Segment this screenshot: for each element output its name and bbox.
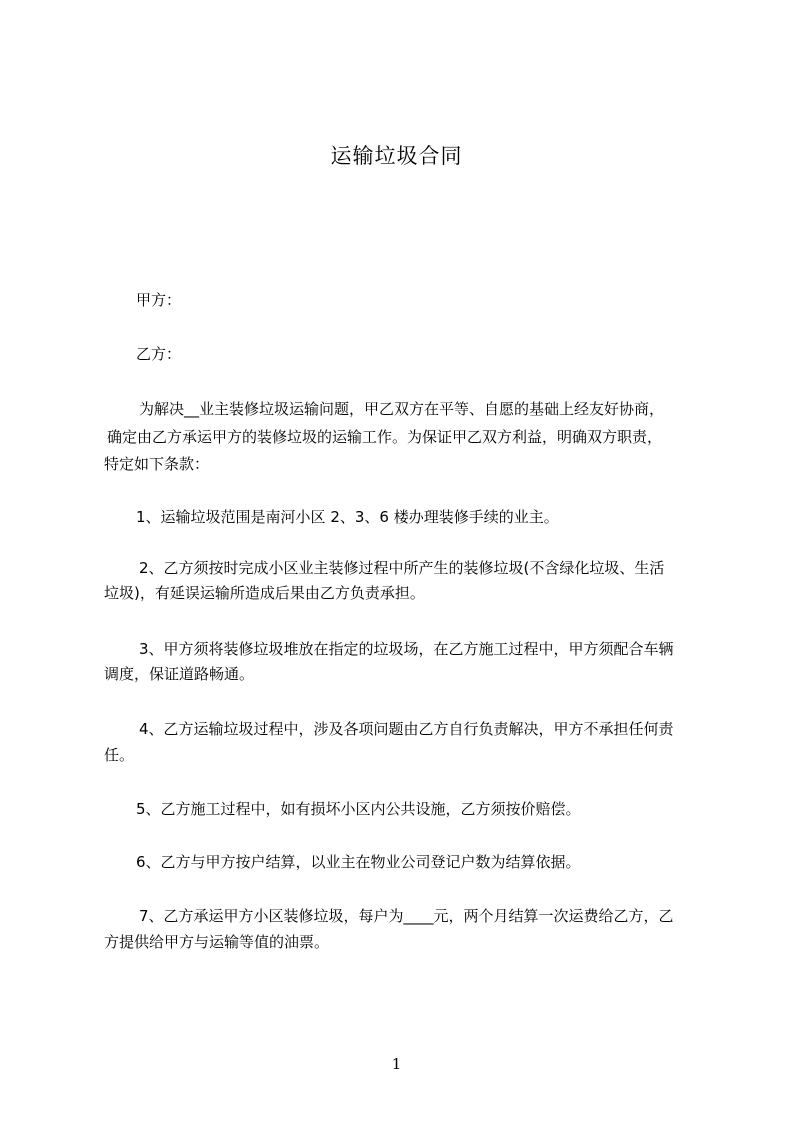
clause-4-line-1: 4、乙方运输垃圾过程中，涉及各项问题由乙方自行负责解决，甲方不承担任何责 (139, 720, 674, 738)
party-a-label: 甲方： (136, 291, 182, 309)
clause-4-line-2: 任。 (104, 746, 135, 764)
clause-5-line-1: 5、乙方施工过程中，如有损坏小区内公共设施，乙方须按价赔偿。 (136, 800, 581, 818)
clause-7-line-2: 方提供给甲方与运输等值的油票。 (104, 933, 330, 951)
party-b-label: 乙方： (136, 345, 182, 363)
document-title: 运输垃圾合同 (330, 144, 463, 168)
clause-2-line-2: 垃圾)，有延误运输所造成后果由乙方负责承担。 (104, 584, 425, 602)
clause-2-line-1: 2、乙方须按时完成小区业主装修过程中所产生的装修垃圾(不含绿化垃圾、生活 (139, 559, 665, 577)
clause-1-line-1: 1、运输垃圾范围是南河小区 2、3、6 楼办理装修手续的业主。 (136, 508, 559, 526)
clause-3-line-2: 调度，保证道路畅通。 (104, 665, 255, 683)
intro-line-3: 特定如下条款： (104, 455, 210, 473)
clause-3-line-1: 3、甲方须将装修垃圾堆放在指定的垃圾场，在乙方施工过程中，甲方须配合车辆 (139, 640, 674, 658)
clause-6-line-1: 6、乙方与甲方按户结算，以业主在物业公司登记户数为结算依据。 (136, 853, 581, 871)
clause-7-line-1: 7、乙方承运甲方小区装修垃圾，每户为____元，两个月结算一次运费给乙方，乙 (139, 907, 674, 925)
intro-line-2: 确定由乙方承运甲方的装修垃圾的运输工作。为保证甲乙双方利益，明确双方职责， (107, 428, 663, 446)
page-number: 1 (391, 1055, 402, 1073)
intro-line-1: 为解决__业主装修垃圾运输问题，甲乙双方在平等、自愿的基础上经友好协商， (139, 400, 665, 418)
